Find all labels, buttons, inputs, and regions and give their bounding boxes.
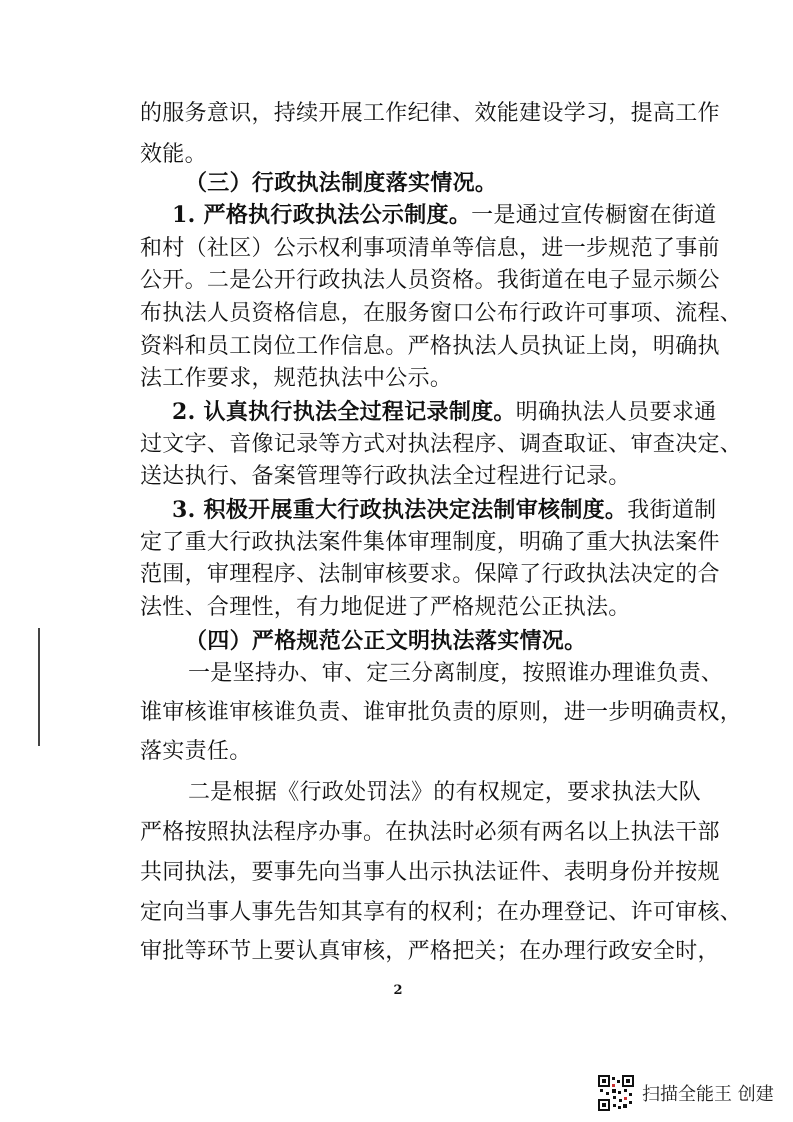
watermark-label: 扫描全能王 创建 <box>642 1084 774 1105</box>
text-line: 定向当事人事先告知其享有的权利；在办理登记、许可审核、 <box>140 900 743 925</box>
text-line: 审批等环节上要认真审核，严格把关；在办理行政安全时， <box>140 939 720 964</box>
text-line: 布执法人员资格信息，在服务窗口公布行政许可事项、流程、 <box>140 301 743 326</box>
text-line: 谁审核谁审核谁负责、谁审批负责的原则，进一步明确责权， <box>140 700 743 725</box>
text-line: 3. 积极开展重大行政执法决定法制审核制度。我街道制 <box>172 497 717 523</box>
text-line: 公开。二是公开行政执法人员资格。我街道在电子显示频公 <box>140 268 720 293</box>
text-line: 定了重大行政执法案件集体审理制度，明确了重大执法案件 <box>140 530 720 555</box>
text-line: 送达执行、备案管理等行政执法全过程进行记录。 <box>140 464 631 489</box>
text-line: 法性、合理性，有力地促进了严格规范公正执法。 <box>140 595 631 620</box>
text-line: 和村（社区）公示权利事项清单等信息，进一步规范了事前 <box>140 236 720 261</box>
section-heading: （四）严格规范公正文明执法落实情况。 <box>185 628 587 654</box>
text-line: 严格按照执法程序办事。在执法时必须有两名以上执法干部 <box>140 820 720 845</box>
text-line: 落实责任。 <box>140 739 252 764</box>
text-line: 范围，审理程序、法制审核要求。保障了行政执法决定的合 <box>140 562 720 587</box>
text-line: 共同执法，要事先向当事人出示执法证件、表明身份并按规 <box>140 860 720 885</box>
page-number: 2 <box>393 983 403 998</box>
text-line: 的服务意识，持续开展工作纪律、效能建设学习，提高工作 <box>140 101 720 126</box>
section-heading: （三）行政执法制度落实情况。 <box>185 170 498 196</box>
text-line: 资料和员工岗位工作信息。严格执法人员执证上岗，明确执 <box>140 334 720 359</box>
qr-code-icon <box>598 1075 634 1111</box>
text-line: 效能。 <box>140 142 207 167</box>
text-line: 二是根据《行政处罚法》的有权规定，要求执法大队 <box>188 780 701 805</box>
scanner-watermark <box>598 1073 774 1113</box>
text-line: 过文字、音像记录等方式对执法程序、调查取证、审查决定、 <box>140 432 743 457</box>
text-line: 一是坚持办、审、定三分离制度，按照谁办理谁负责、 <box>188 661 724 686</box>
text-line: 2. 认真执行执法全过程记录制度。明确执法人员要求通 <box>172 399 717 425</box>
text-line: 法工作要求，规范执法中公示。 <box>140 366 453 391</box>
text-line: 1. 严格执行政执法公示制度。一是通过宣传橱窗在街道 <box>172 202 717 228</box>
scan-edge-mark <box>38 628 40 746</box>
